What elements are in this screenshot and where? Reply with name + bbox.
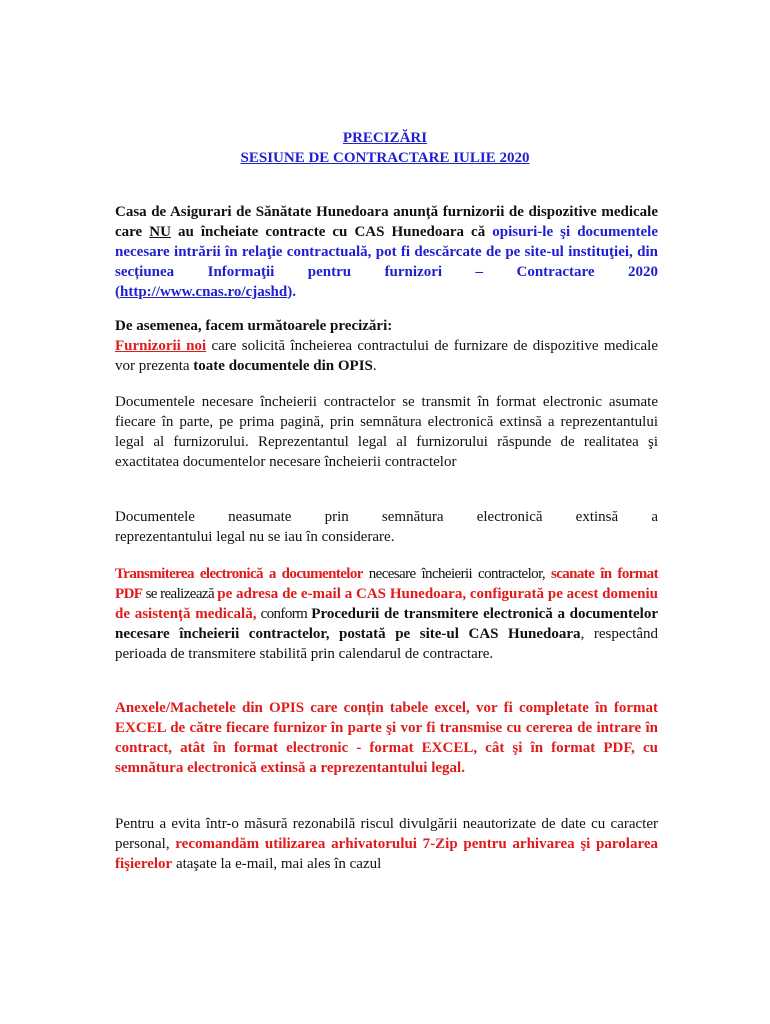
page-title: PRECIZĂRI (342, 130, 428, 146)
7zip-recommendation: recomandăm utilizarea arhivatorului 7-Zip pentru arhivarea şi parolarea fişierelor (115, 836, 658, 872)
word: extinsă (575, 509, 619, 525)
precizari-text: care solicită încheierea contractului de furnizare de dispozitive medicale vor prezenta (115, 338, 658, 374)
7zip-end: ataşate la e-mail, mai ales în cazul (172, 856, 382, 872)
word: a (651, 509, 658, 525)
paragraph-transmitere (115, 564, 658, 664)
opis-emphasis: toate documentele din OPIS (193, 358, 373, 374)
transmitere-red-2: scanate în format PDF (115, 566, 658, 602)
procedura-emphasis: Procedurii de transmitere electronică a documentelor necesare încheierii contractelor, postată pe site-ul CAS Hunedoara (115, 606, 658, 642)
paragraph-neasumate (115, 507, 658, 547)
furnizori-noi: Furnizorii noi (115, 338, 207, 354)
precizari-lead: De asemenea, facem următoarele precizări: (115, 318, 393, 334)
neasumate-line-2: reprezentantului legal nu se iau în considerare. (115, 529, 395, 545)
transmitere-text-2: se realizează (142, 586, 218, 602)
nu-emphasis: NU (149, 224, 171, 240)
paragraph-anexe: Anexele/Machetele din OPIS care conțin tabele excel, vor fi completate în format EXCEL de către fiecare furnizor în parte şi vor fi transmise cu cererea de intrare în contract, atât în format electronic - format EXCEL, cât şi în format PDF, cu semnătura electronică extinsă a reprezentantului legal. (115, 700, 658, 776)
transmitere-end: , respectând perioada de transmitere stabilită prin calendarul de contractare. (115, 626, 658, 662)
paragraph-documente: Documentele necesare încheierii contractelor se transmit în format electronic asumate fiecare în parte, pe prima pagină, prin semnătura electronică extinsă a reprezentantului legal al furnizorului. Reprezentantul legal al furnizorului răspunde de realitatea şi exactitatea documentelor necesare încheierii contractelor (115, 394, 658, 470)
announcement-text: Casa de Asigurari de Sănătate Hunedoara anunță furnizorii de dispozitive medicale care (115, 204, 658, 240)
word: electronică (476, 509, 543, 525)
announcement-blue-text: opisuri-le şi documentele necesare intrării în relaţie contractuală, pot fi descărcate de pe site-ul instituţiei, din secțiunea Informaţii pentru furnizori – Contractare 2020 ( (115, 224, 659, 300)
word: semnătura (381, 509, 444, 525)
announcement-end: ). (287, 284, 296, 300)
word: neasumate (228, 509, 292, 525)
cnas-link[interactable]: http://www.cnas.ro/cjashd (120, 284, 288, 300)
transmitere-text-3: conform (256, 606, 312, 622)
transmitere-red-1: Transmiterea electronică a documentelor (115, 566, 363, 582)
page-subtitle: SESIUNE DE CONTRACTARE IULIE 2020 (240, 150, 530, 166)
precizari-end: . (372, 358, 377, 374)
transmitere-text: necesare încheierii contractelor, (362, 566, 551, 582)
announcement-text-2: au încheiate contracte cu CAS Hunedoara că (170, 224, 493, 240)
7zip-text: Pentru a evita într-o măsură rezonabilă riscul divulgării neautorizate de date cu caracter personal, (115, 816, 658, 852)
paragraph-7zip (115, 814, 658, 874)
neasumate-line-1 (115, 507, 658, 527)
transmitere-red-3: pe adresa de e-mail a CAS Hunedoara, configurată pe acest domeniu de asistență medicală, (115, 586, 658, 622)
word: Documentele (115, 509, 195, 525)
paragraph-precizari (115, 316, 658, 376)
word: prin (324, 509, 349, 525)
paragraph-announcement (115, 202, 658, 302)
